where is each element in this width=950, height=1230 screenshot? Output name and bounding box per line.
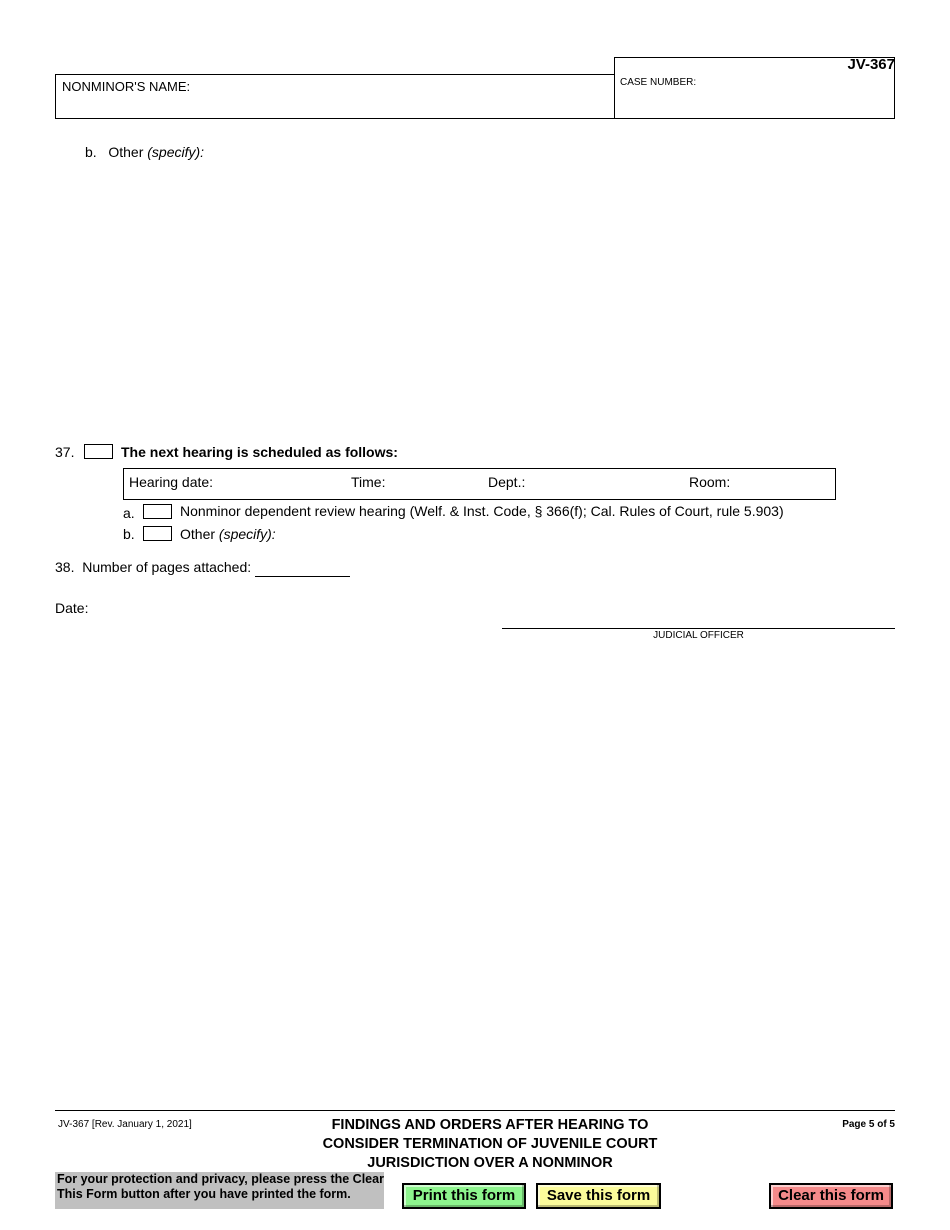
form-title-line-1: FINDINGS AND ORDERS AFTER HEARING TO xyxy=(331,1117,649,1133)
footer-rule xyxy=(55,1110,895,1111)
item-38-number: 38. xyxy=(55,559,75,575)
print-form-button[interactable]: Print this form xyxy=(402,1183,526,1209)
room-label: Room: xyxy=(689,474,731,490)
nonminor-name-field[interactable] xyxy=(55,74,615,119)
revision-label: JV-367 [Rev. January 1, 2021] xyxy=(58,1119,192,1130)
option-b-text: Other xyxy=(180,526,216,542)
dept-label: Dept.: xyxy=(488,474,526,490)
option-b-letter: b. xyxy=(123,526,135,542)
signature-label: JUDICIAL OFFICER xyxy=(653,630,744,641)
nonminor-name-label: NONMINOR'S NAME: xyxy=(62,79,191,94)
hearing-details-box xyxy=(123,468,836,500)
option-b-checkbox[interactable] xyxy=(143,526,172,541)
option-a-text: Nonminor dependent review hearing (Welf. & Inst. Code, § 366(f); Cal. Rules of Court, rule 5.903) xyxy=(180,503,784,519)
date-field[interactable] xyxy=(95,596,395,616)
item-37-number: 37. xyxy=(55,444,75,460)
case-number-field[interactable] xyxy=(614,57,895,119)
item-b-letter: b. xyxy=(85,144,97,160)
item-b-other xyxy=(85,144,204,160)
item-37-checkbox[interactable] xyxy=(84,444,113,459)
option-a-checkbox[interactable] xyxy=(143,504,172,519)
form-title-line-3: JURISDICTION OVER A NONMINOR xyxy=(367,1155,613,1171)
form-title xyxy=(290,1116,690,1173)
form-number: JV-367 xyxy=(847,56,895,73)
option-b-specify: (specify): xyxy=(218,526,276,542)
item-37-label: The next hearing is scheduled as follows: xyxy=(121,444,398,460)
option-a-letter: a. xyxy=(123,505,135,521)
signature-line xyxy=(502,628,895,629)
item-38 xyxy=(55,559,251,575)
clear-form-button[interactable]: Clear this form xyxy=(769,1183,893,1209)
pages-attached-field[interactable] xyxy=(255,560,350,577)
hearing-date-label: Hearing date: xyxy=(129,474,214,490)
privacy-line-1: For your protection and privacy, please press the Clear xyxy=(57,1172,384,1186)
case-number-label: CASE NUMBER: xyxy=(620,77,697,88)
save-form-button[interactable]: Save this form xyxy=(536,1183,661,1209)
form-title-line-2: CONSIDER TERMINATION OF JUVENILE COURT xyxy=(322,1136,658,1152)
time-label: Time: xyxy=(351,474,386,490)
item-b-specify: (specify): xyxy=(147,144,205,160)
option-b-other xyxy=(180,526,276,542)
privacy-notice xyxy=(55,1172,384,1209)
item-38-label: Number of pages attached: xyxy=(82,559,252,575)
item-b-label: Other xyxy=(108,144,144,160)
page-number: Page 5 of 5 xyxy=(842,1119,895,1130)
date-label: Date: xyxy=(55,600,89,616)
item-b-specify-area[interactable] xyxy=(108,165,895,425)
privacy-line-2: This Form button after you have printed the form. xyxy=(57,1187,351,1201)
